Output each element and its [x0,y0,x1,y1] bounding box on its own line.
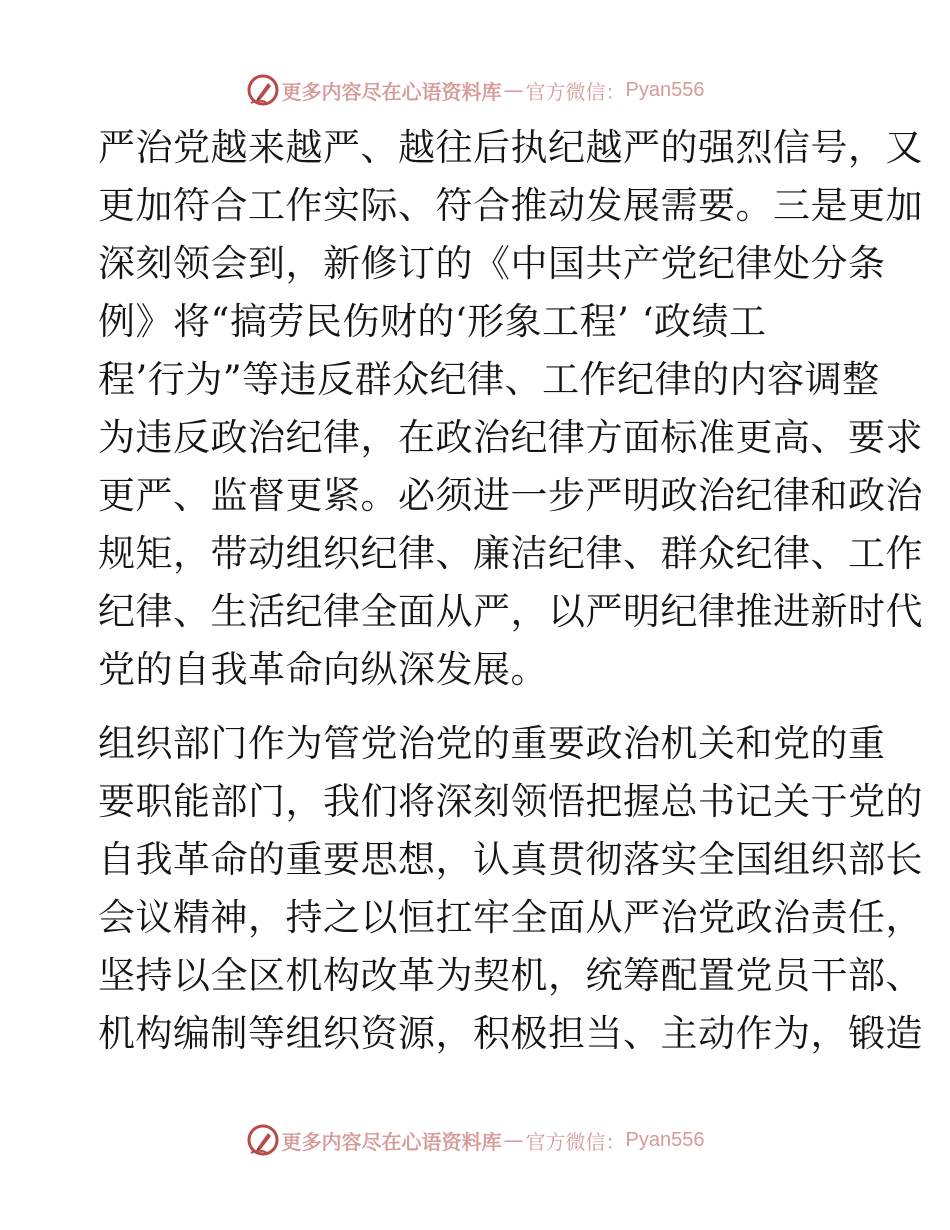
footer-site-text: 更多内容尽在心语资料库 [281,1129,502,1154]
footer-banner [0,1120,950,1160]
footer-wechat-label: 官方微信： [525,1129,626,1154]
pen-logo-icon [246,1123,280,1157]
text-line: 会议精神，持之以恒扛牢全面从严治党政治责任， [98,896,923,939]
text-line: 深刻领会到，新修订的《中国共产党纪律处分条 [98,242,886,285]
text-line: 更严、监督更紧。必须进一步严明政治纪律和政治 [98,474,923,517]
header-separator: — [503,78,524,102]
text-line: 纪律、生活纪律全面从严，以严明纪律推进新时代 [98,590,923,633]
text-line: 例》将“搞劳民伤财的‘形象工程’ ‘政绩工 [98,300,767,343]
text-line: 规矩，带动组织纪律、廉洁纪律、群众纪律、工作 [98,532,923,575]
header-wechat-label: 官方微信： [525,79,626,104]
header-wechat-id: Pyan556 [625,78,705,101]
header-site-text: 更多内容尽在心语资料库 [281,79,502,104]
text-line: 坚持以全区机构改革为契机，统筹配置党员干部、 [98,954,923,997]
text-line: 党的自我革命向纵深发展。 [98,648,548,691]
text-line: 组织部门作为管党治党的重要政治机关和党的重 [98,722,886,765]
text-line: 要职能部门，我们将深刻领悟把握总书记关于党的 [98,780,923,823]
header-banner [0,70,950,110]
text-line: 严治党越来越严、越往后执纪越严的强烈信号，又 [98,126,923,169]
pen-logo-icon [246,73,280,107]
footer-wechat-id: Pyan556 [625,1128,705,1151]
footer-separator: — [503,1128,524,1152]
text-line: 机构编制等组织资源，积极担当、主动作为，锻造 [98,1012,923,1055]
text-line: 为违反政治纪律，在政治纪律方面标准更高、要求 [98,416,923,459]
text-line: 更加符合工作实际、符合推动发展需要。三是更加 [98,184,923,227]
text-line: 自我革命的重要思想，认真贯彻落实全国组织部长 [98,838,923,881]
text-line: 程’行为”等违反群众纪律、工作纪律的内容调整 [98,358,880,401]
